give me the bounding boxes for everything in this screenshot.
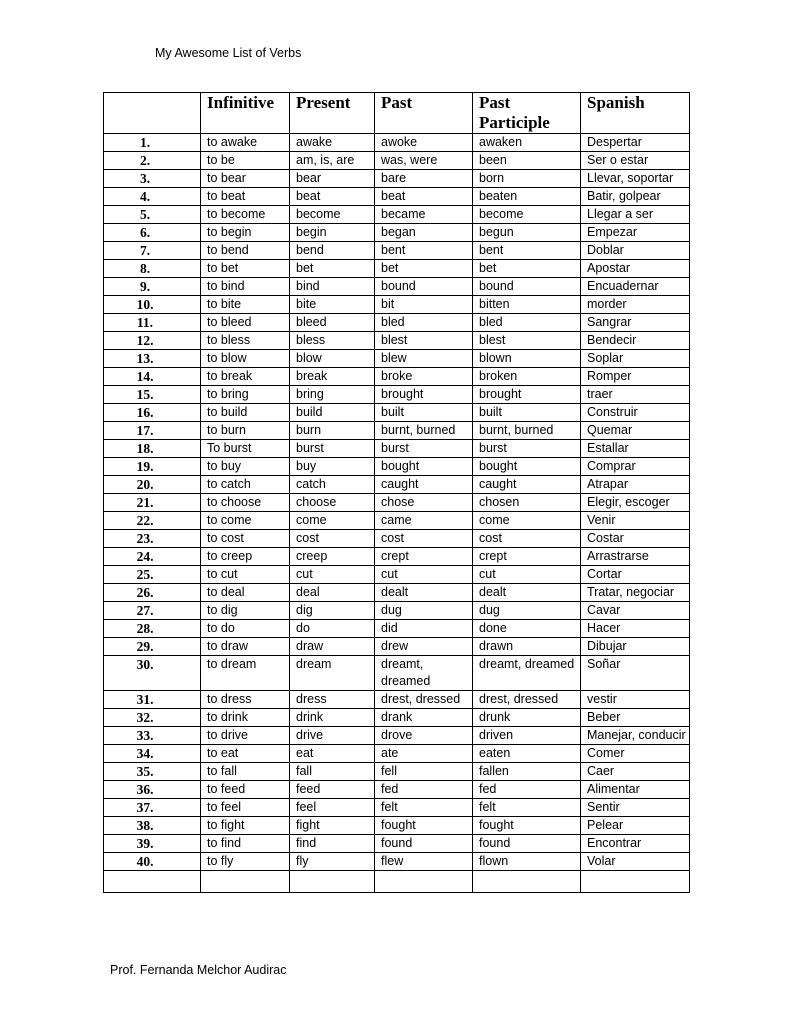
cell-spanish: Encontrar xyxy=(581,835,690,853)
table-row xyxy=(104,152,690,170)
cell-empty xyxy=(473,871,581,893)
cell-number: 16. xyxy=(104,404,201,422)
table-row xyxy=(104,566,690,584)
table-row xyxy=(104,332,690,350)
cell-present: bring xyxy=(290,386,375,404)
cell-number: 35. xyxy=(104,763,201,781)
cell-infinitive: to cost xyxy=(201,530,290,548)
document-footer: Prof. Fernanda Melchor Audirac xyxy=(110,963,287,977)
cell-present: begin xyxy=(290,224,375,242)
cell-number: 39. xyxy=(104,835,201,853)
table-row xyxy=(104,602,690,620)
verbs-table xyxy=(103,92,690,893)
document-title: My Awesome List of Verbs xyxy=(155,46,302,60)
table-row xyxy=(104,745,690,763)
cell-present: deal xyxy=(290,584,375,602)
cell-number: 17. xyxy=(104,422,201,440)
cell-infinitive: to do xyxy=(201,620,290,638)
cell-past-participle: broken xyxy=(473,368,581,386)
cell-number: 4. xyxy=(104,188,201,206)
cell-infinitive: to fight xyxy=(201,817,290,835)
table-row xyxy=(104,206,690,224)
cell-spanish: Romper xyxy=(581,368,690,386)
table-row xyxy=(104,709,690,727)
cell-spanish: Despertar xyxy=(581,134,690,152)
cell-past: broke xyxy=(375,368,473,386)
cell-number: 23. xyxy=(104,530,201,548)
cell-spanish: Comprar xyxy=(581,458,690,476)
cell-present: bind xyxy=(290,278,375,296)
cell-past-participle: bought xyxy=(473,458,581,476)
cell-present: find xyxy=(290,835,375,853)
table-body xyxy=(104,134,690,893)
cell-infinitive: to drive xyxy=(201,727,290,745)
table-row xyxy=(104,853,690,871)
cell-infinitive: to creep xyxy=(201,548,290,566)
cell-past-participle: brought xyxy=(473,386,581,404)
cell-present: dig xyxy=(290,602,375,620)
cell-number: 18. xyxy=(104,440,201,458)
cell-infinitive: to break xyxy=(201,368,290,386)
cell-spanish: Manejar, conducir xyxy=(581,727,690,745)
cell-number: 32. xyxy=(104,709,201,727)
cell-past-participle: flown xyxy=(473,853,581,871)
cell-present: bless xyxy=(290,332,375,350)
cell-present: break xyxy=(290,368,375,386)
cell-past-participle: bled xyxy=(473,314,581,332)
header-row xyxy=(104,93,690,134)
cell-present: choose xyxy=(290,494,375,512)
cell-past: cost xyxy=(375,530,473,548)
cell-spanish: Caer xyxy=(581,763,690,781)
cell-past: caught xyxy=(375,476,473,494)
cell-past: found xyxy=(375,835,473,853)
cell-infinitive: to feel xyxy=(201,799,290,817)
cell-past-participle: found xyxy=(473,835,581,853)
cell-past-participle: beaten xyxy=(473,188,581,206)
table-row xyxy=(104,512,690,530)
cell-past: bit xyxy=(375,296,473,314)
cell-past: began xyxy=(375,224,473,242)
cell-number: 25. xyxy=(104,566,201,584)
cell-past-participle: begun xyxy=(473,224,581,242)
cell-present: build xyxy=(290,404,375,422)
cell-past: dealt xyxy=(375,584,473,602)
cell-number: 38. xyxy=(104,817,201,835)
cell-number: 21. xyxy=(104,494,201,512)
cell-past-participle: bent xyxy=(473,242,581,260)
cell-number: 37. xyxy=(104,799,201,817)
cell-past-participle: drunk xyxy=(473,709,581,727)
cell-number: 33. xyxy=(104,727,201,745)
cell-infinitive: to catch xyxy=(201,476,290,494)
cell-past: bought xyxy=(375,458,473,476)
cell-number: 28. xyxy=(104,620,201,638)
cell-spanish: Cavar xyxy=(581,602,690,620)
cell-present: cut xyxy=(290,566,375,584)
cell-infinitive: to choose xyxy=(201,494,290,512)
cell-number: 1. xyxy=(104,134,201,152)
cell-spanish: Atrapar xyxy=(581,476,690,494)
cell-infinitive: to dress xyxy=(201,691,290,709)
cell-spanish: Soplar xyxy=(581,350,690,368)
cell-past-participle: crept xyxy=(473,548,581,566)
cell-past-participle: fallen xyxy=(473,763,581,781)
cell-number: 11. xyxy=(104,314,201,332)
cell-number: 34. xyxy=(104,745,201,763)
cell-number: 24. xyxy=(104,548,201,566)
cell-number: 36. xyxy=(104,781,201,799)
cell-spanish: Doblar xyxy=(581,242,690,260)
cell-past-participle: dealt xyxy=(473,584,581,602)
table-row xyxy=(104,278,690,296)
table-row xyxy=(104,817,690,835)
cell-past: cut xyxy=(375,566,473,584)
cell-past-participle: done xyxy=(473,620,581,638)
cell-past-participle: chosen xyxy=(473,494,581,512)
cell-past-participle: bet xyxy=(473,260,581,278)
cell-present: feel xyxy=(290,799,375,817)
cell-present: buy xyxy=(290,458,375,476)
cell-number: 9. xyxy=(104,278,201,296)
cell-infinitive: to blow xyxy=(201,350,290,368)
cell-infinitive: To burst xyxy=(201,440,290,458)
cell-past: crept xyxy=(375,548,473,566)
cell-infinitive: to bet xyxy=(201,260,290,278)
cell-present: dream xyxy=(290,656,375,691)
cell-past: brought xyxy=(375,386,473,404)
cell-spanish: Alimentar xyxy=(581,781,690,799)
table-row-empty xyxy=(104,871,690,893)
cell-number: 15. xyxy=(104,386,201,404)
cell-number: 30. xyxy=(104,656,201,691)
cell-present: draw xyxy=(290,638,375,656)
cell-number: 12. xyxy=(104,332,201,350)
cell-empty xyxy=(104,871,201,893)
cell-present: fall xyxy=(290,763,375,781)
cell-spanish: Tratar, negociar xyxy=(581,584,690,602)
cell-present: dress xyxy=(290,691,375,709)
table-row xyxy=(104,548,690,566)
cell-past-participle: blest xyxy=(473,332,581,350)
cell-infinitive: to beat xyxy=(201,188,290,206)
table-row xyxy=(104,638,690,656)
cell-number: 26. xyxy=(104,584,201,602)
table-row xyxy=(104,368,690,386)
table-row xyxy=(104,727,690,745)
cell-infinitive: to begin xyxy=(201,224,290,242)
cell-past: bound xyxy=(375,278,473,296)
cell-spanish: Elegir, escoger xyxy=(581,494,690,512)
cell-past-participle: fed xyxy=(473,781,581,799)
cell-infinitive: to bend xyxy=(201,242,290,260)
cell-past: was, were xyxy=(375,152,473,170)
cell-spanish: vestir xyxy=(581,691,690,709)
cell-spanish: Beber xyxy=(581,709,690,727)
table-row xyxy=(104,134,690,152)
cell-infinitive: to bring xyxy=(201,386,290,404)
cell-present: fight xyxy=(290,817,375,835)
cell-number: 10. xyxy=(104,296,201,314)
cell-present: beat xyxy=(290,188,375,206)
cell-number: 7. xyxy=(104,242,201,260)
cell-past: blew xyxy=(375,350,473,368)
cell-spanish: Encuadernar xyxy=(581,278,690,296)
cell-infinitive: to drink xyxy=(201,709,290,727)
cell-infinitive: to fall xyxy=(201,763,290,781)
table-row xyxy=(104,691,690,709)
table-row xyxy=(104,314,690,332)
cell-present: bite xyxy=(290,296,375,314)
cell-past-participle: burst xyxy=(473,440,581,458)
cell-past-participle: eaten xyxy=(473,745,581,763)
cell-past-participle: bound xyxy=(473,278,581,296)
cell-past-participle: cost xyxy=(473,530,581,548)
cell-spanish: Bendecir xyxy=(581,332,690,350)
table-row xyxy=(104,530,690,548)
cell-past-participle: drawn xyxy=(473,638,581,656)
table-row xyxy=(104,799,690,817)
header-number xyxy=(104,93,201,134)
cell-spanish: Construir xyxy=(581,404,690,422)
cell-spanish: Quemar xyxy=(581,422,690,440)
cell-number: 14. xyxy=(104,368,201,386)
cell-present: do xyxy=(290,620,375,638)
cell-number: 19. xyxy=(104,458,201,476)
cell-infinitive: to dream xyxy=(201,656,290,691)
cell-infinitive: to buy xyxy=(201,458,290,476)
table-row xyxy=(104,440,690,458)
table-row xyxy=(104,835,690,853)
cell-past: flew xyxy=(375,853,473,871)
cell-spanish: Pelear xyxy=(581,817,690,835)
table-row xyxy=(104,781,690,799)
cell-past: bare xyxy=(375,170,473,188)
cell-empty xyxy=(290,871,375,893)
cell-past: drest, dressed xyxy=(375,691,473,709)
cell-past-participle: been xyxy=(473,152,581,170)
cell-past: came xyxy=(375,512,473,530)
cell-number: 6. xyxy=(104,224,201,242)
cell-past: blest xyxy=(375,332,473,350)
cell-infinitive: to cut xyxy=(201,566,290,584)
cell-spanish: morder xyxy=(581,296,690,314)
table-row xyxy=(104,476,690,494)
table-row xyxy=(104,242,690,260)
cell-past: fed xyxy=(375,781,473,799)
cell-spanish: Comer xyxy=(581,745,690,763)
cell-infinitive: to fly xyxy=(201,853,290,871)
cell-empty xyxy=(581,871,690,893)
table-row xyxy=(104,584,690,602)
cell-infinitive: to find xyxy=(201,835,290,853)
cell-past-participle: fought xyxy=(473,817,581,835)
cell-past: burst xyxy=(375,440,473,458)
cell-past-participle: become xyxy=(473,206,581,224)
cell-present: bend xyxy=(290,242,375,260)
cell-past: dreamt, dreamed xyxy=(375,656,473,691)
header-infinitive: Infinitive xyxy=(201,93,290,134)
cell-spanish: Batir, golpear xyxy=(581,188,690,206)
cell-number: 31. xyxy=(104,691,201,709)
cell-past: bet xyxy=(375,260,473,278)
cell-present: drive xyxy=(290,727,375,745)
table-row xyxy=(104,404,690,422)
header-spanish: Spanish xyxy=(581,93,690,134)
cell-infinitive: to build xyxy=(201,404,290,422)
cell-spanish: Hacer xyxy=(581,620,690,638)
cell-past-participle: bitten xyxy=(473,296,581,314)
cell-number: 8. xyxy=(104,260,201,278)
cell-infinitive: to burn xyxy=(201,422,290,440)
cell-number: 2. xyxy=(104,152,201,170)
cell-past: drew xyxy=(375,638,473,656)
cell-empty xyxy=(201,871,290,893)
cell-past: dug xyxy=(375,602,473,620)
cell-infinitive: to bleed xyxy=(201,314,290,332)
cell-past: bent xyxy=(375,242,473,260)
cell-infinitive: to eat xyxy=(201,745,290,763)
table-row xyxy=(104,494,690,512)
cell-spanish: Arrastrarse xyxy=(581,548,690,566)
cell-present: bear xyxy=(290,170,375,188)
cell-number: 27. xyxy=(104,602,201,620)
cell-infinitive: to become xyxy=(201,206,290,224)
cell-past-participle: cut xyxy=(473,566,581,584)
cell-infinitive: to bite xyxy=(201,296,290,314)
cell-past: drove xyxy=(375,727,473,745)
cell-past: burnt, burned xyxy=(375,422,473,440)
cell-past: felt xyxy=(375,799,473,817)
cell-spanish: Sentir xyxy=(581,799,690,817)
header-past-participle: Past Participle xyxy=(473,93,581,134)
cell-past: built xyxy=(375,404,473,422)
cell-present: creep xyxy=(290,548,375,566)
table-row xyxy=(104,656,690,691)
cell-past: drank xyxy=(375,709,473,727)
cell-present: eat xyxy=(290,745,375,763)
cell-past: awoke xyxy=(375,134,473,152)
cell-present: burn xyxy=(290,422,375,440)
cell-spanish: Dibujar xyxy=(581,638,690,656)
cell-infinitive: to bear xyxy=(201,170,290,188)
cell-spanish: Llevar, soportar xyxy=(581,170,690,188)
cell-present: blow xyxy=(290,350,375,368)
cell-number: 40. xyxy=(104,853,201,871)
cell-present: awake xyxy=(290,134,375,152)
cell-number: 13. xyxy=(104,350,201,368)
cell-spanish: traer xyxy=(581,386,690,404)
cell-present: feed xyxy=(290,781,375,799)
cell-present: bet xyxy=(290,260,375,278)
cell-present: drink xyxy=(290,709,375,727)
cell-past-participle: drest, dressed xyxy=(473,691,581,709)
cell-spanish: Cortar xyxy=(581,566,690,584)
cell-past: chose xyxy=(375,494,473,512)
cell-past: beat xyxy=(375,188,473,206)
cell-spanish: Sangrar xyxy=(581,314,690,332)
table-row xyxy=(104,422,690,440)
cell-infinitive: to dig xyxy=(201,602,290,620)
cell-present: burst xyxy=(290,440,375,458)
table-row xyxy=(104,620,690,638)
cell-number: 22. xyxy=(104,512,201,530)
cell-past-participle: built xyxy=(473,404,581,422)
cell-infinitive: to feed xyxy=(201,781,290,799)
table-row xyxy=(104,386,690,404)
table-row xyxy=(104,170,690,188)
cell-infinitive: to bind xyxy=(201,278,290,296)
table-row xyxy=(104,224,690,242)
cell-past-participle: felt xyxy=(473,799,581,817)
cell-spanish: Volar xyxy=(581,853,690,871)
cell-present: am, is, are xyxy=(290,152,375,170)
cell-spanish: Apostar xyxy=(581,260,690,278)
cell-past-participle: blown xyxy=(473,350,581,368)
cell-past-participle: driven xyxy=(473,727,581,745)
cell-spanish: Estallar xyxy=(581,440,690,458)
header-past: Past xyxy=(375,93,473,134)
cell-past-participle: come xyxy=(473,512,581,530)
cell-past: bled xyxy=(375,314,473,332)
cell-infinitive: to draw xyxy=(201,638,290,656)
cell-past-participle: burnt, burned xyxy=(473,422,581,440)
cell-present: become xyxy=(290,206,375,224)
cell-number: 5. xyxy=(104,206,201,224)
cell-infinitive: to awake xyxy=(201,134,290,152)
cell-spanish: Ser o estar xyxy=(581,152,690,170)
cell-empty xyxy=(375,871,473,893)
table-row xyxy=(104,260,690,278)
table-header xyxy=(104,93,690,134)
cell-past: became xyxy=(375,206,473,224)
cell-present: cost xyxy=(290,530,375,548)
cell-past-participle: dug xyxy=(473,602,581,620)
cell-past-participle: dreamt, dreamed xyxy=(473,656,581,691)
cell-number: 3. xyxy=(104,170,201,188)
cell-spanish: Venir xyxy=(581,512,690,530)
table-row xyxy=(104,458,690,476)
cell-present: fly xyxy=(290,853,375,871)
cell-spanish: Costar xyxy=(581,530,690,548)
table-row xyxy=(104,763,690,781)
cell-past: fought xyxy=(375,817,473,835)
table-row xyxy=(104,296,690,314)
cell-spanish: Soñar xyxy=(581,656,690,691)
cell-spanish: Llegar a ser xyxy=(581,206,690,224)
cell-present: come xyxy=(290,512,375,530)
cell-past-participle: born xyxy=(473,170,581,188)
cell-past: did xyxy=(375,620,473,638)
table-row xyxy=(104,350,690,368)
table-row xyxy=(104,188,690,206)
cell-infinitive: to bless xyxy=(201,332,290,350)
cell-past-participle: awaken xyxy=(473,134,581,152)
cell-past-participle: caught xyxy=(473,476,581,494)
cell-present: catch xyxy=(290,476,375,494)
cell-infinitive: to deal xyxy=(201,584,290,602)
cell-infinitive: to be xyxy=(201,152,290,170)
cell-past: fell xyxy=(375,763,473,781)
cell-past: ate xyxy=(375,745,473,763)
cell-spanish: Empezar xyxy=(581,224,690,242)
header-present: Present xyxy=(290,93,375,134)
cell-number: 20. xyxy=(104,476,201,494)
cell-number: 29. xyxy=(104,638,201,656)
cell-present: bleed xyxy=(290,314,375,332)
cell-infinitive: to come xyxy=(201,512,290,530)
